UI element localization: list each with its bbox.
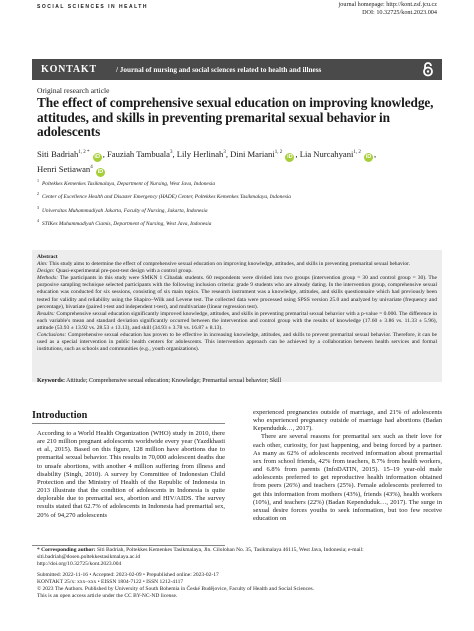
keywords-text: Attitude; Comprehensive sexual education; Knowledge; Premarital sexual behavior; Skill [66, 378, 282, 384]
author-affil-sup: 1, 2 [353, 150, 361, 155]
journal-name: KONTAKT [41, 64, 97, 75]
introduction-heading: Introduction [32, 410, 88, 421]
abstract-methods: Methods: The participants in this study were SMKN 1 Cibadak students. 60 respondents were divided into two groups (intervention group = 30 and control group = 30). The purposive sampling technique selected participants with the following inclusion criteria: grade 9 students who are already dating. In the intervention group, comprehensive sexual education was conducted for six sessions, consisting of six main topics. The research instrument was a knowledge, attitudes, and skills questionnaire which had previously been tested for validity and reliability using the Shapiro–Wilk and Levene test. The collected data were processed using SPSS version 25.0 and analyzed by univariate (frequency and percentage), bivariate (paired t-test and independent t-test), and multivariate (linear regression test). [37, 275, 438, 310]
author-name[interactable]: Fauziah Tambuala [107, 148, 170, 159]
abstract-conclusions: Conclusions: Comprehensive sexual education has proven to be effective in increasing knowledge, attitudes, and skills to prevent premarital sexual behavior. Therefore, it can be used as a special intervention in public health centers for adolescents. This intervention approach can be achieved by a collaboration between health services and formal institutions, such as schools and communities (e.g., youth organizations). [37, 332, 438, 353]
author-name[interactable]: Lily Herlinah [176, 148, 224, 159]
affiliation-list [37, 176, 291, 230]
affiliation-item: $^2$Center of Excellence Health and Disaster Emergency (HADE) Center, Poltekkes Kemenkes Tasikmalaya, Indonesia [37, 191, 291, 201]
orcid-icon[interactable]: iD [365, 153, 372, 160]
article-title: The effect of comprehensive sexual education on improving knowledge, attitudes, and skills in preventing premarital sexual behavior in adolescents [37, 95, 434, 140]
affiliation-item: $^4$STIKes Muhammadiyah Ciamis, Department of Nursing, West Java, Indonesia [37, 218, 212, 227]
author-affil-sup: 3 [169, 150, 173, 155]
body-paragraph: There are several reasons for premarital sex such as their love for each other, curiosity, for just happening, and being forced by a partner. As many as 62% of adolescents received information about premarital sex from school friends, 42% from teachers, 8.7% from health workers, and 6.8% from parents (InfoDATIN, 2015). 15–19 year-old male adolescents preferred to get reproductive health information obtained from peers (26%) and teachers (25%). Female adolescents preferred to get this information from mothers (43%), friends (43%), health workers (10%), and teachers (22%) (Badan Kependuduk…, 2017). The surge in sexual desire forces youths to seek information, but too few receive education on [253, 433, 442, 523]
abstract-content [37, 254, 437, 353]
author-affil-sup: 3 [223, 150, 226, 155]
orcid-icon[interactable]: iD [94, 153, 100, 160]
license-notice[interactable]: This is an open access article under the CC BY-NC-ND license. [37, 593, 178, 600]
journal-homepage-block [339, 1, 437, 18]
abstract-results: Results: Comprehensive sexual education significantly improved knowledge, attitudes, and skills in preventing premarital sexual behavior with a p-value = 0.000. The difference in each variable's mean and standard deviation significantly occurred between the intervention and control group with the results of knowledge (17.60 ± 3.86 vs. 11.33 ± 5.96), attitude (53.93 ± 13.92 vs. 28.53 ± 13.13), and skill (34.93 ± 3.78 vs. 16.87 ± 8.13). [37, 310, 438, 331]
affiliation-item: $^3$Universitas Muhammadiyah Jakarta, Faculty of Nursing, Jakarta, Indonesia [37, 204, 208, 214]
author-name[interactable]: Dini Mariani [230, 148, 275, 159]
abstract-aim: Aim: This study aims to determine the effect of comprehensive sexual education on improving knowledge, attitudes, and skills in preventing premarital sexual behavior. [37, 261, 411, 268]
introduction-right-column [253, 409, 442, 523]
footer-divider [32, 545, 225, 546]
keywords-label: Keywords: [37, 378, 65, 384]
issn-info: KONTAKT 25/x: xxx–xxx • EISSN 1804-7122 • ISSN 1212-4117 [37, 578, 184, 585]
journal-section-label: SOCIAL SCIENCES IN HEALTH [37, 4, 148, 10]
journal-banner [32, 59, 442, 80]
submission-dates: Submitted: 2022-11-16 • Accepted: 2023-02-09 • Prepublished online: 2023-02-17 [37, 571, 219, 578]
keywords [37, 378, 437, 384]
author-affil-sup: 1, 2 [274, 150, 283, 155]
introduction-left-column [37, 430, 225, 520]
abstract-heading: Abstract [37, 254, 58, 260]
author-list: Siti Badriah$^{1, 2 *}$ iD , Fauziah Tambuala$^3$, Lily Herlinah$^3$, Dini Mariani$^{1, 2}$ iD , Lia Nurcahyani$^{1, 2}$ iD , Henri Setiawan$^4$ iD [37, 148, 377, 175]
author-name[interactable]: Henri Setiawan [37, 163, 91, 174]
journal-subtitle: / Journal of nursing and social sciences related to health and illness [116, 65, 322, 74]
author-affil-sup: 4 [90, 164, 93, 170]
footer-doi-link[interactable]: http://doi.org/10.32725/kont.2023.004 [37, 561, 122, 568]
doi-label[interactable]: DOI: 10.32725/kont.2023.004 [362, 9, 437, 17]
open-access-lock-icon [421, 62, 435, 77]
body-paragraph: experienced pregnancies outside of marriage, and 21% of adolescents who experienced pregnancy outside of marriage had abortions (Badan Kependuduk…, 2017). [253, 409, 442, 433]
corresponding-author: * Corresponding author: Siti Badriah, Poltekkes Kemenkes Tasikmalaya, Jln. Cilolohan No. 35, Tasikmalaya 46115, West Java, Indonesia; e-mail: siti.badriah@dosen.poltekkestasikmalaya.ac.id [37, 547, 364, 561]
author-name[interactable]: Siti Badriah [37, 148, 79, 159]
copyright-notice: © 2023 The Authors. Published by University of South Bohemia in České Budějovice, Faculty of Health and Social Sciences. [37, 586, 315, 593]
author-name[interactable]: Lia Nurcahyani [299, 148, 354, 159]
author-affil-sup: 1, 2 * [78, 150, 90, 155]
heading-divider [32, 423, 225, 424]
article-type: Original research article [37, 86, 110, 95]
orcid-icon[interactable]: iD [97, 168, 104, 175]
homepage-link[interactable]: journal homepage: http://kont.zsf.jcu.cz [338, 1, 437, 8]
orcid-icon[interactable]: iD [287, 153, 293, 160]
article-footer [37, 547, 442, 600]
affiliation-item: $^1$Poltekkes Kemenkes Tasikmalaya, Department of Nursing, West Java, Indonesia [37, 178, 216, 187]
body-paragraph: According to a World Health Organization (WHO) study in 2010, there are 210 million pregnant adolescents worldwide every year (Yazdkhasti et al., 2015). Based on this figure, 128 million have abortions due to premarital sexual behavior. This results in 70,000 adolescent deaths due to unsafe abortions, with another 4 million suffering from illness and disability (Singh, 2010). A survey by Committee of Indonesian Child Protection and the Ministry of Health of the Republic of Indonesia in 2013 illustrate that the condition of adolescents in Indonesia is quite deplorable due to premarital sex, abortion and HIV/AIDS. The survey results stated that 62.7% of adolescents in Indonesia had premarital sex, 20% of 94,270 adolescents [37, 430, 225, 519]
abstract-design: Design: Quasi-experimental pre-post-test design with a control group. [37, 268, 193, 275]
